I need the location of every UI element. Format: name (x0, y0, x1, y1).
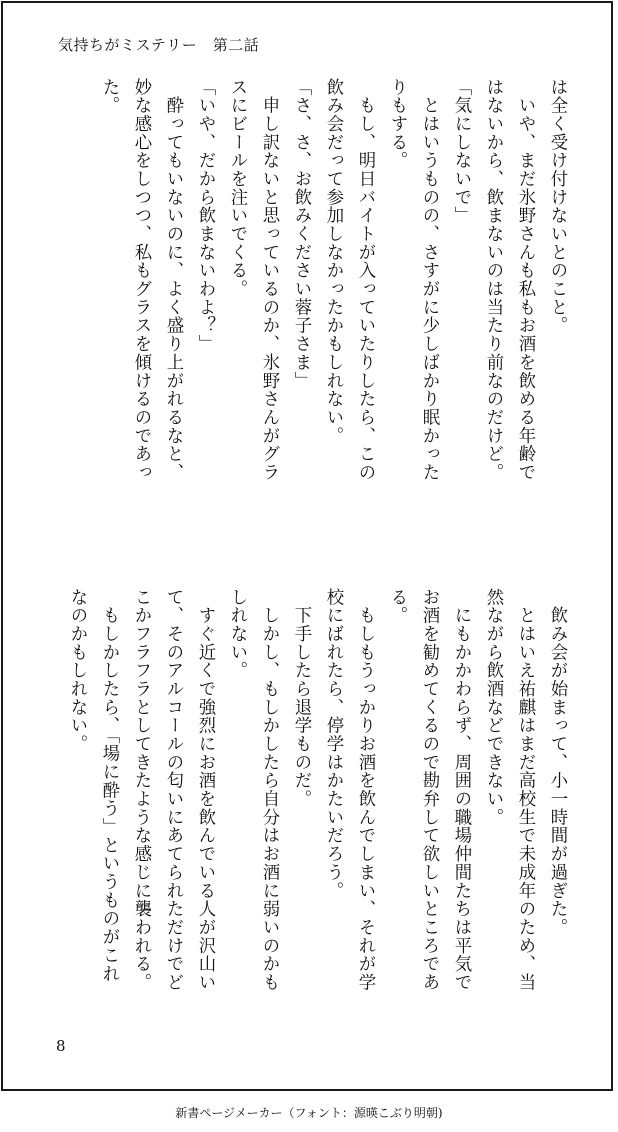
text-column: すぐ近くで強烈にお酒を飲んでいる人が沢山い (195, 588, 215, 992)
text-column: りもする。 (387, 78, 407, 170)
text-column: 飲み会が始まって、小一時間が過ぎた。 (547, 588, 567, 937)
text-column: 下手したら退学ものだ。 (291, 588, 311, 809)
text-column: 然ながら飲酒などできない。 (483, 588, 503, 827)
text-column: 申し訳ないと思っているのか、氷野さんがグラ (259, 78, 279, 482)
text-column: しれない。 (227, 588, 247, 680)
text-column: スにビールを注いでくる。 (227, 78, 247, 299)
text-column: て、そのアルコールの匂いにあてられただけでど (163, 588, 183, 992)
text-column: もしもうっかりお酒を飲んでしまい、それが学 (355, 588, 375, 992)
text-column: こかフラフラとしてきたような感じに襲われる。 (131, 588, 151, 992)
text-column: いや、まだ氷野さんも私もお酒を飲める年齢で (515, 78, 535, 482)
page-number: 8 (56, 1037, 66, 1055)
text-column: はないから、飲まないのは当たり前なのだけど。 (483, 78, 503, 482)
text-column: 飲み会だって参加しなかったかもしれない。 (323, 78, 343, 445)
text-column: 「いや、だから飲まないわよ？」 (195, 78, 215, 354)
text-column: 校にばれたら、停学はかたいだろう。 (323, 588, 343, 900)
running-header: 気持ちがミステリー 第二話 (58, 36, 260, 54)
text-column: もし、明日バイトが入っていたりしたら、この (355, 78, 375, 482)
text-column: 酔ってもいないのに、よく盛り上がれるなと、 (163, 78, 183, 482)
text-column: は全く受け付けないとのこと。 (547, 78, 567, 335)
text-column: る。 (387, 588, 407, 625)
text-column: お酒を勧めてくるので勘弁して欲しいところであ (419, 588, 439, 992)
footer-credit: 新書ページメーカー（フォント：源暎こぶり明朝) (175, 1106, 443, 1120)
text-column: 「さ、さ、お飲みください蓉子さま」 (291, 78, 311, 390)
text-column: しかし、もしかしたら自分はお酒に弱いのかも (259, 588, 279, 992)
text-column: 妙な感心をしつつ、私もグラスを傾けるのであっ (131, 78, 151, 482)
text-column: にもかかわらず、周囲の職場仲間たちは平気で (451, 588, 471, 992)
text-column: とはいえ祐麒はまだ高校生で未成年のため、当 (515, 588, 535, 992)
text-column: もしかしたら、「場に酔う」というものがこれ (99, 588, 119, 983)
text-column: とはいうものの、さすがに少しばかり眠かった (419, 78, 439, 482)
text-column: 「気にしないで」 (451, 78, 471, 225)
text-column: なのかもしれない。 (67, 588, 87, 754)
text-column: た。 (99, 78, 119, 115)
